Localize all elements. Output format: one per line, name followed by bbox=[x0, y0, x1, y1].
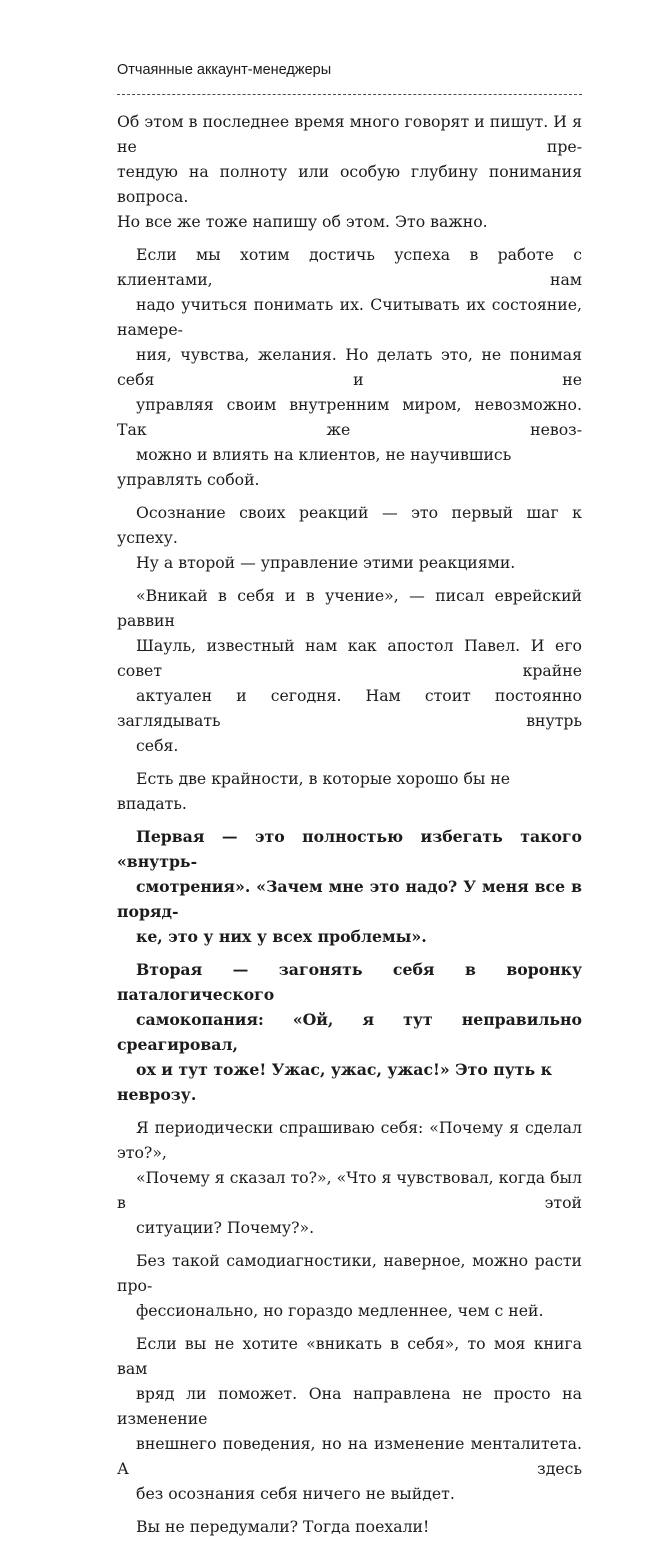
paragraph bbox=[117, 242, 582, 492]
text-line: Если вы не хотите «вникать в себя», то моя книга вам bbox=[117, 1334, 582, 1378]
paragraph bbox=[117, 766, 582, 816]
text-line: себя. bbox=[136, 736, 179, 755]
paragraph bbox=[117, 957, 582, 1107]
text-line: Вторая — загонять себя в воронку паталогического bbox=[117, 960, 582, 1004]
page-body-text bbox=[117, 109, 582, 1547]
text-line: «Почему я сказал то?», «Что я чувствовал, когда был в этой bbox=[117, 1168, 582, 1212]
text-line: без осознания себя ничего не выйдет. bbox=[136, 1484, 455, 1503]
header-divider bbox=[117, 94, 582, 95]
running-header-title: Отчаянные аккаунт-менеджеры bbox=[117, 62, 332, 78]
text-line: Шауль, известный нам как апостол Павел. И его совет крайне bbox=[117, 636, 582, 680]
text-line: Если мы хотим достичь успеха в работе с клиентами, нам bbox=[117, 245, 582, 289]
text-line: самокопания: «Ой, я тут неправильно среагировал, bbox=[117, 1010, 582, 1054]
text-line: «Вникай в себя и в учение», — писал еврейский раввин bbox=[117, 586, 582, 630]
paragraph bbox=[117, 1331, 582, 1506]
text-line: Об этом в последнее время много говорят и пишут. И я не пре- bbox=[117, 112, 582, 156]
paragraph bbox=[117, 583, 582, 758]
text-line: смотрения». «Зачем мне это надо? У меня все в поряд- bbox=[117, 877, 582, 921]
text-line: фессионально, но гораздо медленнее, чем с ней. bbox=[136, 1301, 544, 1320]
text-line: ох и тут тоже! Ужас, ужас, ужас!» Это путь к неврозу. bbox=[117, 1060, 552, 1104]
text-line: Ну а второй — управление этими реакциями. bbox=[136, 553, 516, 572]
text-line: Без такой самодиагностики, наверное, можно расти про- bbox=[117, 1251, 582, 1295]
text-line: можно и влиять на клиентов, не научившись управлять собой. bbox=[117, 445, 512, 489]
text-line: Но все же тоже напишу об этом. Это важно. bbox=[117, 212, 488, 231]
text-line: Я периодически спрашиваю себя: «Почему я сделал это?», bbox=[117, 1118, 582, 1162]
paragraph bbox=[117, 1115, 582, 1240]
text-line: тендую на полноту или особую глубину понимания вопроса. bbox=[117, 162, 582, 206]
text-line: Есть две крайности, в которые хорошо бы не впадать. bbox=[117, 769, 511, 813]
text-line: ситуации? Почему?». bbox=[136, 1218, 315, 1237]
text-line: надо учиться понимать их. Считывать их состояние, намере- bbox=[117, 295, 582, 339]
paragraph bbox=[117, 500, 582, 575]
paragraph bbox=[117, 109, 582, 234]
paragraph bbox=[117, 1248, 582, 1323]
text-line: вряд ли поможет. Она направлена не просто на изменение bbox=[117, 1384, 582, 1428]
text-line: актуален и сегодня. Нам стоит постоянно заглядывать внутрь bbox=[117, 686, 582, 730]
text-line: Осознание своих реакций — это первый шаг к успеху. bbox=[117, 503, 582, 547]
text-line: управляя своим внутренним миром, невозможно. Так же невоз- bbox=[117, 395, 582, 439]
paragraph bbox=[117, 1514, 582, 1539]
text-line: ке, это у них у всех проблемы». bbox=[136, 927, 427, 946]
paragraph bbox=[117, 824, 582, 949]
text-line: Первая — это полностью избегать такого «внутрь- bbox=[117, 827, 582, 871]
text-line: внешнего поведения, но на изменение менталитета. А здесь bbox=[117, 1434, 582, 1478]
text-line: ния, чувства, желания. Но делать это, не понимая себя и не bbox=[117, 345, 582, 389]
text-line: Вы не передумали? Тогда поехали! bbox=[136, 1517, 430, 1536]
